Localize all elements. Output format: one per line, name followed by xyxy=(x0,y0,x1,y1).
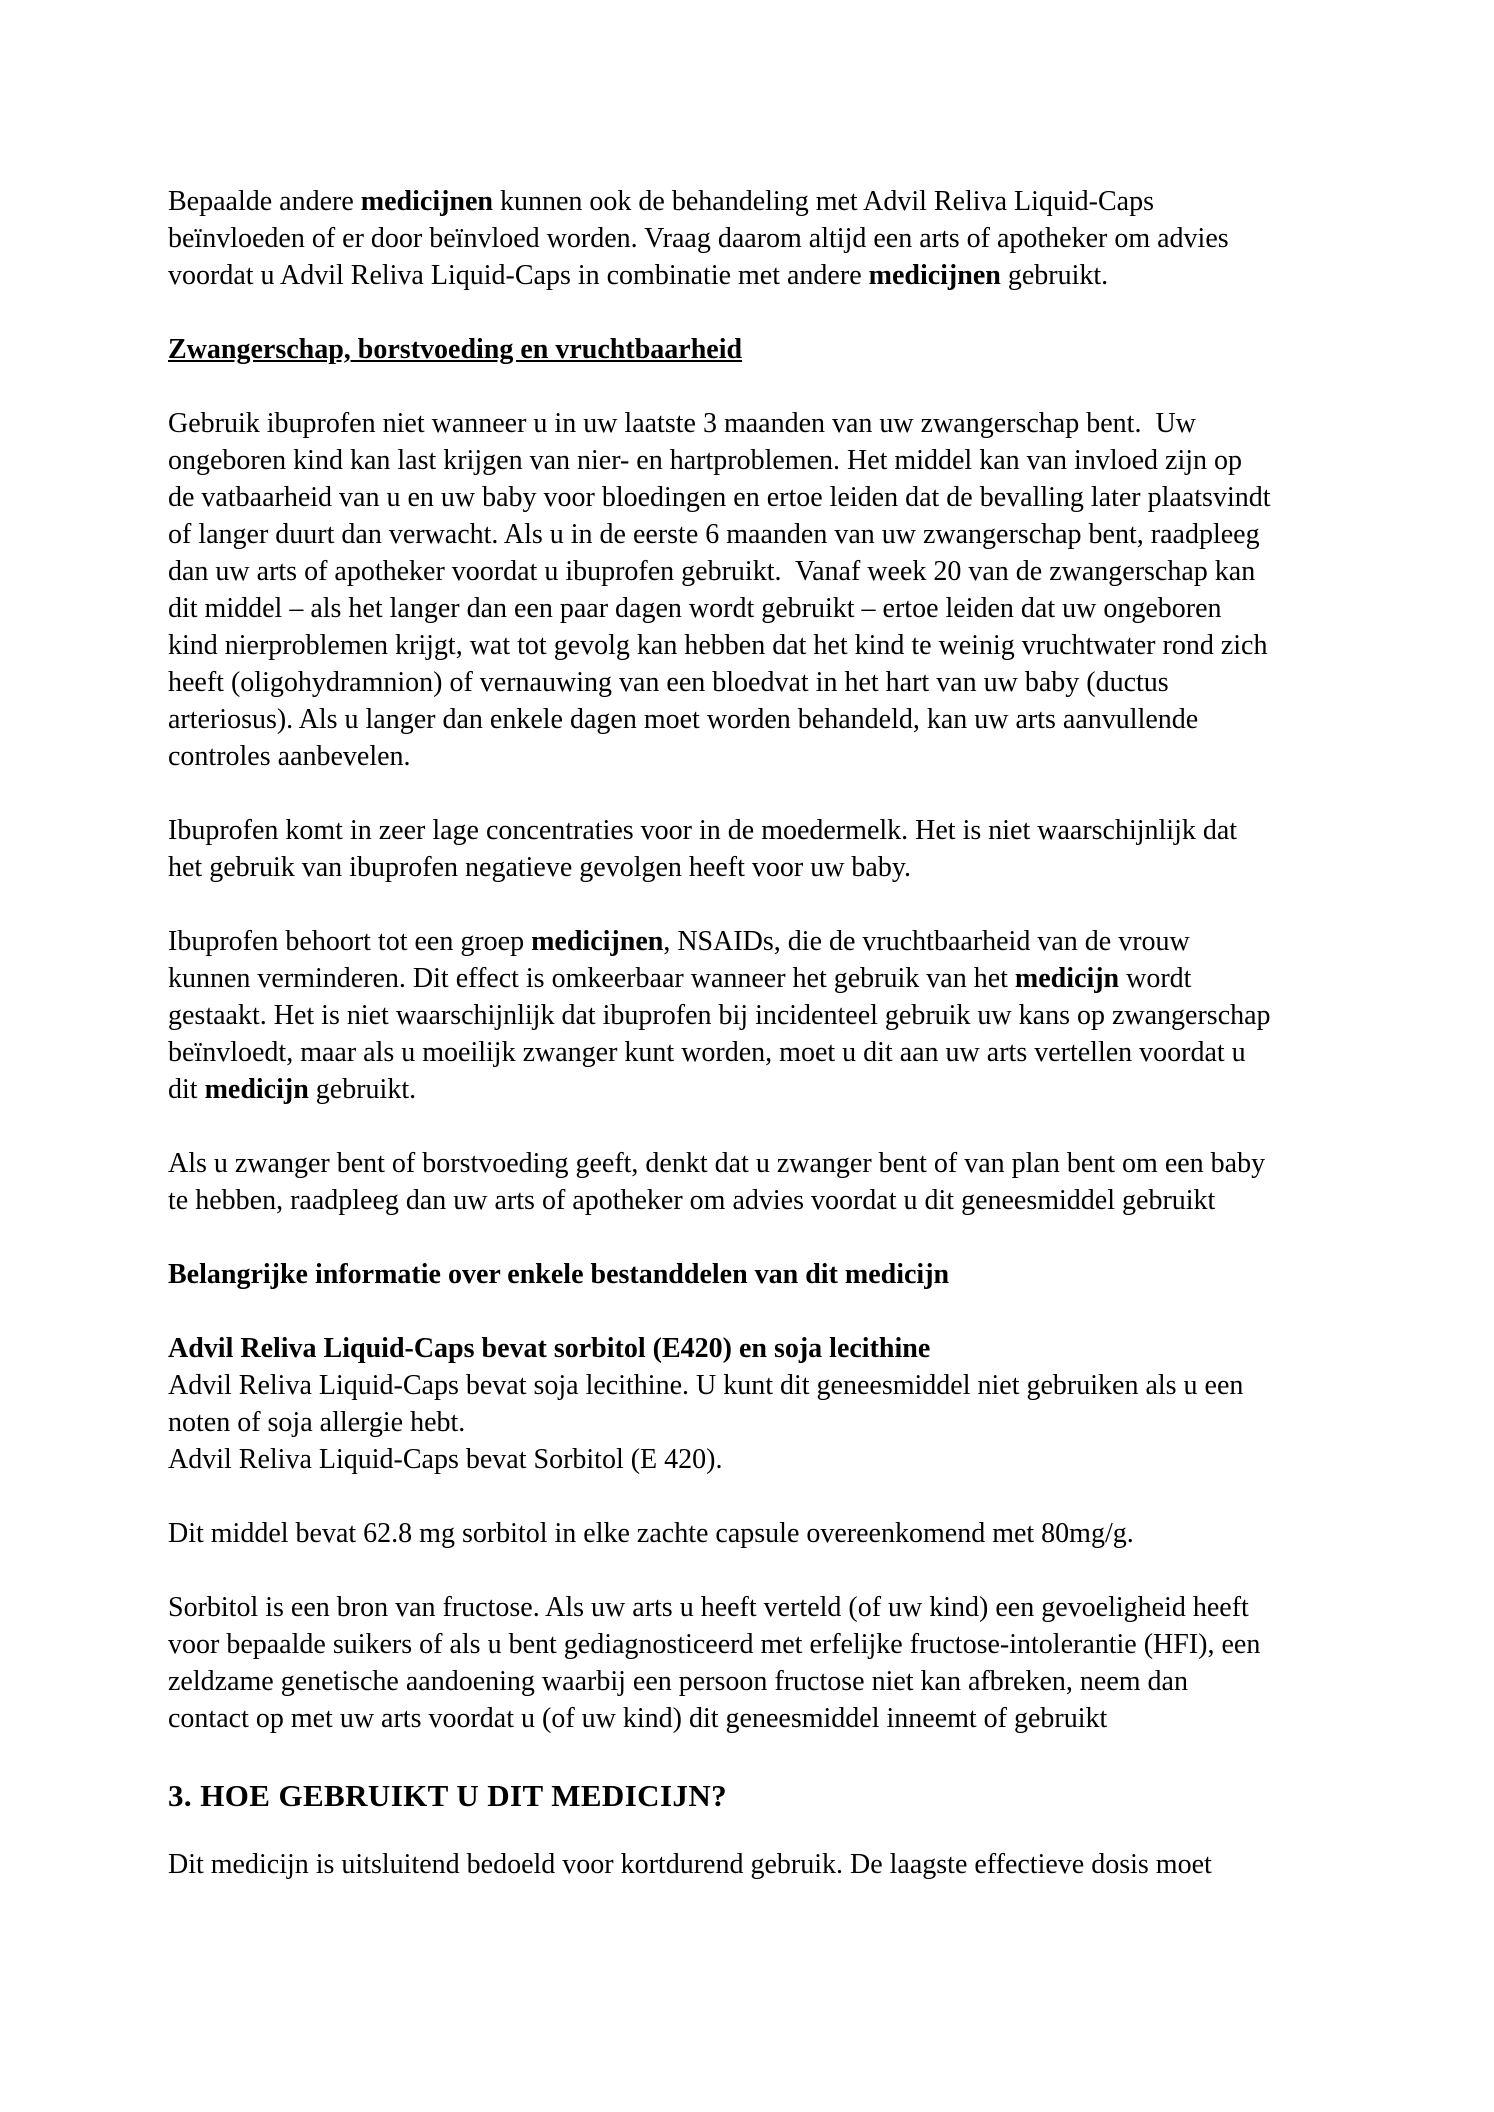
text-run: te hebben, raadpleeg dan uw arts of apotheker om advies voordat u dit geneesmiddel gebruikt xyxy=(168,1185,1216,1216)
text-run: kind nierproblemen krijgt, wat tot gevolg kan hebben dat het kind te weinig vruchtwater rond zich xyxy=(168,630,1268,661)
text-run: kunnen ook de behandeling met Advil Reliva Liquid-Caps xyxy=(493,186,1154,217)
text-run: kunnen verminderen. Dit effect is omkeerbaar wanneer het gebruik van het xyxy=(168,963,1015,994)
text-run: medicijn xyxy=(204,1074,309,1105)
text-run: gebruikt. xyxy=(1000,260,1109,291)
text-line xyxy=(168,1846,1438,1883)
text-run: controles aanbevelen. xyxy=(168,741,411,772)
text-line xyxy=(168,183,1438,220)
heading-pregnancy-breastfeeding-fertility xyxy=(168,331,1438,368)
text-run: medicijnen xyxy=(868,260,1001,291)
text-run: voordat u Advil Reliva Liquid-Caps in combinatie met andere xyxy=(168,260,869,291)
text-line xyxy=(168,1182,1438,1219)
text-line xyxy=(168,997,1438,1034)
text-line xyxy=(168,1589,1438,1626)
text-run: Advil Reliva Liquid-Caps bevat Sorbitol (E 420). xyxy=(168,1444,723,1475)
text-run: noten of soja allergie hebt. xyxy=(168,1407,466,1438)
text-line xyxy=(168,627,1438,664)
text-run: Dit middel bevat 62.8 mg sorbitol in elke zachte capsule overeenkomend met 80mg/g. xyxy=(168,1518,1134,1549)
text-line xyxy=(168,1256,1438,1293)
text-line xyxy=(168,1700,1438,1737)
text-line xyxy=(168,442,1438,479)
paragraph-pregnancy xyxy=(168,405,1438,775)
text-run: medicijn xyxy=(1014,963,1120,994)
heading-section-3-how-to-use xyxy=(168,1774,1438,1818)
text-run: voor bepaalde suikers of als u bent gediagnosticeerd met erfelijke fructose-intolerantie (HFI), een xyxy=(168,1629,1261,1660)
text-run: Advil Reliva Liquid-Caps bevat sorbitol (E420) en soja lecithine xyxy=(168,1333,931,1364)
paragraph-sorbitol-amount xyxy=(168,1515,1438,1552)
paragraph-short-term-use xyxy=(168,1846,1438,1883)
text-run: Ibuprofen behoort tot een groep xyxy=(168,926,532,957)
text-run: dan uw arts of apotheker voordat u ibuprofen gebruikt. Vanaf week 20 van de zwangerschap kan xyxy=(168,556,1256,587)
text-line xyxy=(168,590,1438,627)
text-line xyxy=(168,923,1438,960)
text-run: Als u zwanger bent of borstvoeding geeft, denkt dat u zwanger bent of van plan bent om een baby xyxy=(168,1148,1266,1179)
text-run: de vatbaarheid van u en uw baby voor bloedingen en ertoe leiden dat de bevalling later plaatsvindt xyxy=(168,482,1271,513)
text-run: 3. HOE GEBRUIKT U DIT MEDICIJN? xyxy=(168,1778,728,1813)
text-line xyxy=(168,1774,1438,1818)
heading-important-ingredients-info xyxy=(168,1256,1438,1293)
text-run: ongeboren kind kan last krijgen van nier- en hartproblemen. Het middel kan van invloed zijn op xyxy=(168,445,1243,476)
text-run: het gebruik van ibuprofen negatieve gevolgen heeft voor uw baby. xyxy=(168,852,912,883)
text-run: contact op met uw arts voordat u (of uw kind) dit geneesmiddel inneemt of gebruikt xyxy=(168,1703,1108,1734)
paragraph-other-medicines xyxy=(168,183,1438,294)
text-line xyxy=(168,1034,1438,1071)
text-run: arteriosus). Als u langer dan enkele dagen moet worden behandeld, kan uw arts aanvullende xyxy=(168,704,1199,735)
text-run: dit middel – als het langer dan een paar dagen wordt gebruikt – ertoe leiden dat uw ongeboren xyxy=(168,593,1222,624)
text-run: medicijnen xyxy=(531,926,664,957)
text-line xyxy=(168,479,1438,516)
text-run: Dit medicijn is uitsluitend bedoeld voor kortdurend gebruik. De laagste effectieve dosis moet xyxy=(168,1849,1212,1880)
text-run: Gebruik ibuprofen niet wanneer u in uw laatste 3 maanden van uw zwangerschap bent. Uw xyxy=(168,408,1196,439)
text-line xyxy=(168,701,1438,738)
text-run: Zwangerschap, borstvoeding en vruchtbaarheid xyxy=(168,334,743,365)
text-line xyxy=(168,257,1438,294)
text-run: heeft (oligohydramnion) of vernauwing van een bloedvat in het hart van uw baby (ductus xyxy=(168,667,1169,698)
text-line xyxy=(168,664,1438,701)
text-line xyxy=(168,516,1438,553)
text-line xyxy=(168,1367,1438,1404)
text-run: , NSAIDs, die de vruchtbaarheid van de vrouw xyxy=(663,926,1190,957)
text-line xyxy=(168,1404,1438,1441)
text-run: beïnvloedt, maar als u moeilijk zwanger kunt worden, moet u dit aan uw arts vertellen voordat u xyxy=(168,1037,1246,1068)
paragraph-sorbitol-soy-lecithin xyxy=(168,1330,1438,1478)
document-page xyxy=(168,183,1438,1920)
text-run: of langer duurt dan verwacht. Als u in de eerste 6 maanden van uw zwangerschap bent, raadpleeg xyxy=(168,519,1260,550)
text-run: Advil Reliva Liquid-Caps bevat soja lecithine. U kunt dit geneesmiddel niet gebruiken als u een xyxy=(168,1370,1244,1401)
text-run: Sorbitol is een bron van fructose. Als uw arts u heeft verteld (of uw kind) een gevoeligheid heeft xyxy=(168,1592,1249,1623)
text-line xyxy=(168,1330,1438,1367)
text-run: dit xyxy=(168,1074,205,1105)
paragraph-pregnancy-advice xyxy=(168,1145,1438,1219)
paragraph-fertility xyxy=(168,923,1438,1108)
text-line xyxy=(168,1071,1438,1108)
text-run: Ibuprofen komt in zeer lage concentraties voor in de moedermelk. Het is niet waarschijnlijk dat xyxy=(168,815,1238,846)
text-line xyxy=(168,812,1438,849)
text-line xyxy=(168,331,1438,368)
text-line xyxy=(168,1515,1438,1552)
text-line xyxy=(168,405,1438,442)
text-line xyxy=(168,849,1438,886)
text-line xyxy=(168,553,1438,590)
text-line xyxy=(168,1626,1438,1663)
text-line xyxy=(168,1663,1438,1700)
text-run: medicijnen xyxy=(360,186,493,217)
text-run: beïnvloeden of er door beïnvloed worden. Vraag daarom altijd een arts of apotheker om advies xyxy=(168,223,1229,254)
paragraph-breastfeeding xyxy=(168,812,1438,886)
text-line xyxy=(168,960,1438,997)
text-line xyxy=(168,1441,1438,1478)
text-run: wordt xyxy=(1119,963,1192,994)
text-line xyxy=(168,220,1438,257)
text-run: gestaakt. Het is niet waarschijnlijk dat ibuprofen bij incidenteel gebruik uw kans op zwangerschap xyxy=(168,1000,1271,1031)
text-run: Belangrijke informatie over enkele bestanddelen van dit medicijn xyxy=(168,1259,950,1290)
text-run: gebruikt. xyxy=(308,1074,417,1105)
text-run: zeldzame genetische aandoening waarbij een persoon fructose niet kan afbreken, neem dan xyxy=(168,1666,1188,1697)
text-line xyxy=(168,738,1438,775)
paragraph-fructose-warning xyxy=(168,1589,1438,1737)
text-run: Bepaalde andere xyxy=(168,186,361,217)
text-line xyxy=(168,1145,1438,1182)
